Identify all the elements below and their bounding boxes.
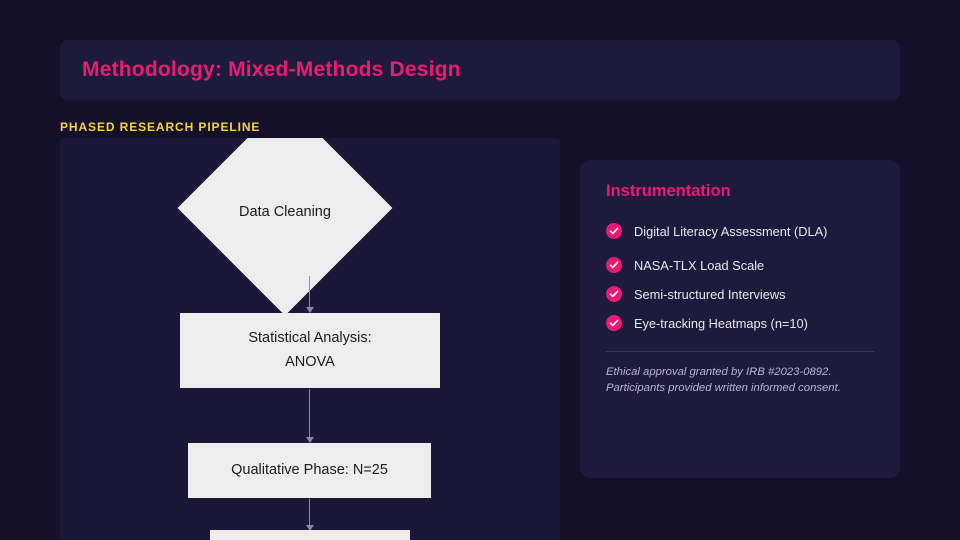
ethics-note-line1: Ethical approval granted by IRB #2023-0892. <box>606 366 832 378</box>
section-label: PHASED RESEARCH PIPELINE <box>60 120 261 134</box>
check-circle-icon <box>606 315 622 331</box>
flow-node-label-line1: Statistical Analysis: <box>248 329 372 346</box>
flow-node-partially-visible <box>210 530 410 540</box>
list-item-label: Digital Literacy Assessment (DLA) <box>634 223 828 239</box>
flow-node-label: Data Cleaning <box>239 203 331 220</box>
list-item-label: NASA-TLX Load Scale <box>634 257 765 273</box>
flow-arrow-1 <box>309 276 310 312</box>
list-item <box>606 257 874 273</box>
flow-node-label-line2: ANOVA <box>285 353 335 370</box>
flow-node-qualitative-phase: Qualitative Phase: N=25 <box>188 443 431 498</box>
list-item <box>606 315 874 331</box>
ethics-note <box>606 364 874 397</box>
ethics-note-line2: Participants provided written informed consent. <box>606 382 841 395</box>
title-bar <box>60 40 900 100</box>
flowchart-panel <box>60 138 560 540</box>
list-item-label: Eye-tracking Heatmaps (n=10) <box>634 315 808 331</box>
page-title: Methodology: Mixed-Methods Design <box>82 58 461 81</box>
instrumentation-title: Instrumentation <box>606 182 731 200</box>
list-item <box>606 286 874 302</box>
check-circle-icon <box>606 257 622 273</box>
flow-node-data-cleaning <box>160 140 410 275</box>
flow-arrow-2 <box>309 389 310 442</box>
check-circle-icon <box>606 286 622 302</box>
check-circle-icon <box>606 223 622 239</box>
flow-node-label <box>248 327 371 375</box>
flow-arrow-3 <box>309 499 310 530</box>
list-item <box>606 223 874 239</box>
list-item-label: Semi-structured Interviews <box>634 286 786 302</box>
instrumentation-card <box>580 160 900 478</box>
flowchart-canvas <box>60 138 560 540</box>
instrumentation-list <box>606 223 874 331</box>
divider <box>606 351 874 352</box>
flow-node-statistical-analysis <box>180 313 440 388</box>
